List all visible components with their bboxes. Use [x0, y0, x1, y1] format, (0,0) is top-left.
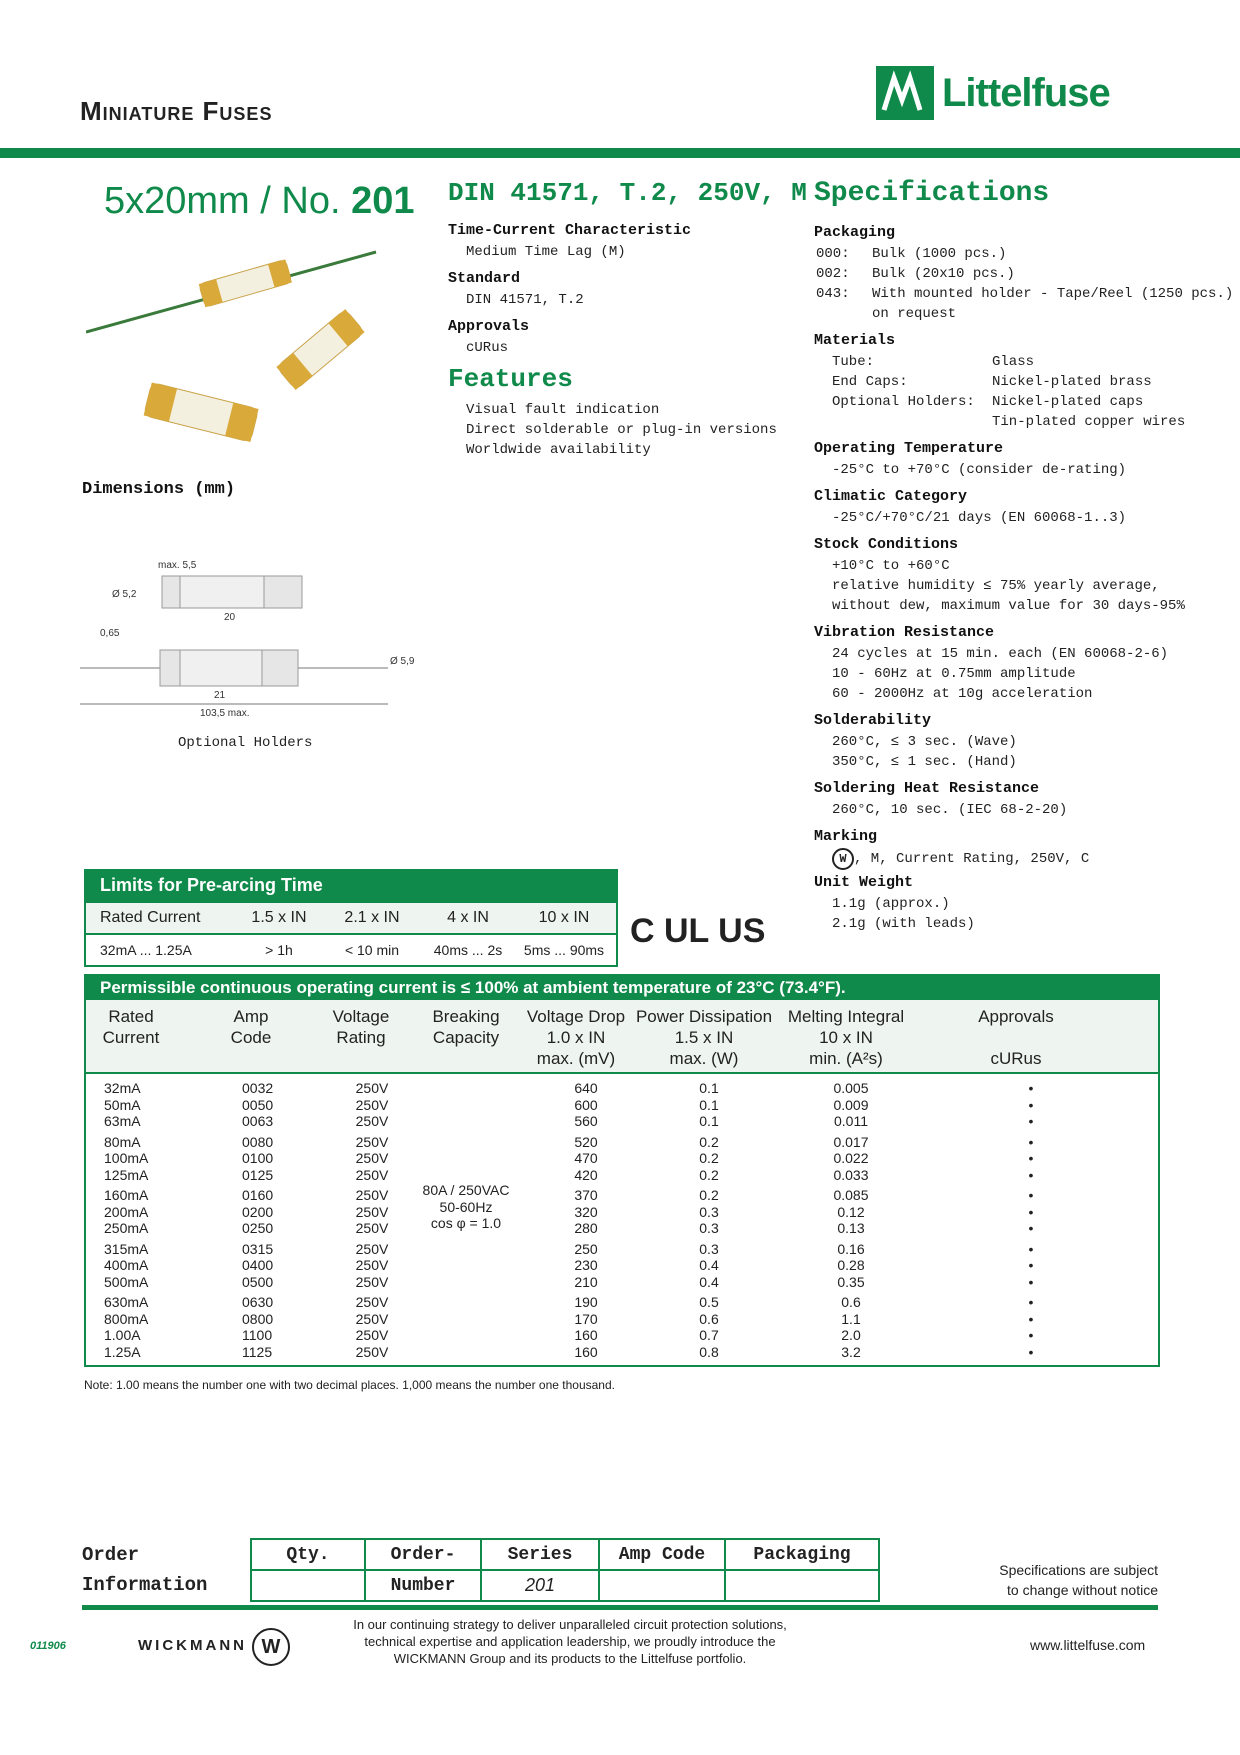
table-cell: •	[1028, 1327, 1034, 1343]
weight-line: 2.1g (with leads)	[832, 916, 975, 932]
table-cell: 315mA	[104, 1240, 149, 1257]
stock-heading: Stock Conditions	[814, 536, 959, 553]
table-column-header: Voltage Drop 1.0 x IN max. (mV)	[526, 1007, 626, 1068]
vibration-heading: Vibration Resistance	[814, 624, 995, 641]
table-cell: 0.2	[699, 1133, 719, 1150]
prearcing-col: 10 x IN	[538, 909, 590, 926]
table-cell: 250V	[355, 1327, 389, 1343]
table-cell: 0080	[242, 1133, 274, 1150]
table-cell: 160mA	[104, 1187, 149, 1203]
op-temp-value: -25°C to +70°C (consider de-rating)	[832, 462, 1127, 478]
table-cell: 0.3	[699, 1240, 719, 1257]
brand-name: Littelfuse	[942, 70, 1110, 115]
order-col-amp-code: Amp Code	[600, 1540, 726, 1569]
order-value-row	[252, 1569, 878, 1600]
product-title	[104, 180, 414, 223]
table-cell: •	[1028, 1240, 1034, 1257]
table-cell: 520	[574, 1133, 598, 1150]
wickmann-logo-icon: W	[252, 1628, 290, 1666]
header-bar	[0, 148, 1240, 158]
fuse-photo	[86, 232, 416, 462]
op-temp-heading: Operating Temperature	[814, 440, 1004, 457]
strategy-statement	[330, 1616, 810, 1667]
table-cell: 230	[574, 1257, 598, 1273]
table-cell: 250V	[355, 1166, 389, 1183]
table-cell: 0.2	[699, 1166, 719, 1183]
prearcing-col: 1.5 x IN	[251, 909, 307, 926]
table-cell: 0200	[242, 1203, 274, 1220]
table-cell: 0.005	[833, 1080, 869, 1096]
table-cell: 170	[574, 1310, 598, 1327]
table-cell: 0630	[242, 1294, 274, 1310]
packaging-code: 000:	[816, 246, 850, 262]
order-col-series: Series	[482, 1540, 600, 1569]
littelfuse-logo-icon	[876, 66, 934, 120]
prearcing-cell: 40ms ... 2s	[433, 942, 503, 958]
table-column-header: Melting Integral 10 x IN min. (A²s)	[787, 1007, 905, 1068]
littelfuse-logo	[876, 66, 1110, 120]
order-label-line: Order	[82, 1544, 140, 1566]
table-cell: 0.1	[699, 1080, 719, 1096]
prearcing-table	[84, 869, 618, 967]
wickmann-w-icon: W	[832, 848, 854, 870]
subject-line: to change without notice	[1007, 1582, 1158, 1598]
table-cell: 0.6	[841, 1294, 861, 1310]
vibration-line: 10 - 60Hz at 0.75mm amplitude	[832, 666, 1076, 682]
packaging-heading: Packaging	[814, 224, 896, 241]
table-cell: 0500	[242, 1273, 274, 1290]
prearcing-value-row	[86, 933, 616, 965]
table-cell: 3.2	[841, 1343, 861, 1360]
table-cell: •	[1028, 1080, 1034, 1096]
climatic-heading: Climatic Category	[814, 488, 968, 505]
fuse-rating-table	[84, 974, 1160, 1367]
dimensions-heading: Dimensions (mm)	[82, 480, 236, 499]
table-cell: 63mA	[104, 1113, 141, 1129]
stock-line: relative humidity ≤ 75% yearly average,	[832, 578, 1160, 594]
table-cell: 0400	[242, 1257, 274, 1273]
table-cell: 630mA	[104, 1294, 149, 1310]
table-cell: 125mA	[104, 1166, 149, 1183]
table-cell: 1.25A	[104, 1343, 141, 1360]
order-table	[250, 1538, 880, 1602]
table-cell: 0.033	[833, 1166, 869, 1183]
table-cell: 0.3	[699, 1203, 719, 1220]
prearcing-cell: 32mA ... 1.25A	[100, 942, 192, 958]
table-cell: 470	[574, 1150, 598, 1166]
table-column-header: Rated Current	[102, 1007, 160, 1047]
table-cell: •	[1028, 1310, 1034, 1327]
table-title: Permissible continuous operating current is ≤ 100% at ambient temperature of 23°C (73.4°F).	[86, 976, 1158, 1000]
marking-value	[832, 848, 1089, 870]
order-col-qty: Qty.	[252, 1540, 366, 1569]
table-cell: 250V	[355, 1133, 389, 1150]
tcc-value: Medium Time Lag (M)	[466, 244, 626, 260]
table-cell: 210	[574, 1273, 598, 1290]
table-cell: 160	[574, 1327, 598, 1343]
vibration-line: 60 - 2000Hz at 10g acceleration	[832, 686, 1093, 702]
table-cell: 250V	[355, 1240, 389, 1257]
prearcing-title: Limits for Pre-arcing Time	[86, 871, 616, 901]
subject-to-change	[960, 1560, 1158, 1600]
materials-heading: Materials	[814, 332, 896, 349]
table-cell: 0.13	[837, 1220, 865, 1236]
strategy-line: technical expertise and application leadership, we proudly introduce the	[364, 1634, 776, 1649]
table-column-header: Breaking Capacity	[432, 1007, 500, 1047]
din-heading: DIN 41571, T.2, 250V, M	[448, 178, 807, 208]
table-cell: •	[1028, 1203, 1034, 1220]
table-cell: 0100	[242, 1150, 274, 1166]
tcc-heading: Time-Current Characteristic	[448, 222, 692, 239]
table-cell: 0.1	[699, 1113, 719, 1129]
table-cell: •	[1028, 1343, 1034, 1360]
table-cell: 250V	[355, 1310, 389, 1327]
website-link[interactable]: www.littelfuse.com	[1030, 1637, 1146, 1653]
dim-21: 21	[214, 690, 226, 701]
strategy-line: WICKMANN Group and its products to the Littelfuse portfolio.	[393, 1651, 747, 1666]
table-cell: 0.017	[833, 1133, 869, 1150]
vibration-line: 24 cycles at 15 min. each (EN 60068-2-6)	[832, 646, 1169, 662]
order-col-order-number: Order-	[366, 1540, 482, 1569]
solderability-list	[832, 732, 1017, 772]
table-note: Note: 1.00 means the number one with two decimal places. 1,000 means the number one thousand.	[84, 1378, 615, 1392]
table-cell: 600	[574, 1096, 598, 1113]
table-cell: 500mA	[104, 1273, 149, 1290]
table-cell: 560	[574, 1113, 598, 1129]
table-header	[86, 1000, 1158, 1074]
packaging-code: 002:	[816, 266, 850, 282]
packaging-code: 043:	[816, 286, 850, 302]
materials-list	[832, 352, 1185, 432]
table-cell: •	[1028, 1257, 1034, 1273]
table-body	[86, 1074, 1158, 1365]
table-cell: 250mA	[104, 1220, 149, 1236]
weight-list	[832, 894, 975, 934]
material-value: Tin-plated copper wires	[992, 414, 1186, 430]
table-cell: 0125	[242, 1166, 274, 1183]
product-number: 201	[351, 180, 415, 222]
table-cell: 50mA	[104, 1096, 141, 1113]
solderability-heading: Solderability	[814, 712, 932, 729]
order-information-label	[82, 1540, 207, 1600]
table-cell: 0063	[242, 1113, 274, 1129]
table-cell: 250V	[355, 1113, 389, 1129]
table-cell: 0.009	[833, 1096, 869, 1113]
feature-item: Visual fault indication	[466, 402, 660, 418]
table-cell: 200mA	[104, 1203, 149, 1220]
table-cell: 0.022	[833, 1150, 869, 1166]
order-qty-cell	[252, 1571, 366, 1600]
table-cell: 250V	[355, 1096, 389, 1113]
feature-item: Worldwide availability	[466, 442, 651, 458]
table-cell: 80mA	[104, 1133, 141, 1150]
prearcing-cell: > 1h	[265, 942, 293, 958]
marking-text: , M, Current Rating, 250V, C	[854, 851, 1090, 867]
table-cell: •	[1028, 1096, 1034, 1113]
table-cell: 0.6	[699, 1310, 719, 1327]
material-value: Glass	[992, 354, 1035, 370]
dim-dia59: Ø 5,9	[390, 656, 415, 667]
solder-heat-value: 260°C, 10 sec. (IEC 68-2-20)	[832, 802, 1068, 818]
ul-recognized-mark: C UL US	[630, 912, 766, 950]
approvals-heading: Approvals	[448, 318, 530, 335]
packaging-desc: With mounted holder - Tape/Reel (1250 pcs.)	[872, 286, 1234, 302]
dimension-drawing	[78, 550, 438, 730]
table-cell: 0160	[242, 1187, 274, 1203]
table-cell: 32mA	[104, 1080, 141, 1096]
solderability-line: 350°C, ≤ 1 sec. (Hand)	[832, 754, 1017, 770]
features-list	[466, 400, 777, 460]
dim-max55: max. 5,5	[158, 560, 197, 571]
material-part: Optional Holders:	[832, 394, 975, 410]
table-column-header: Voltage Rating	[332, 1007, 390, 1047]
wickmann-logo-text: WICKMANN	[138, 1637, 247, 1654]
footer-bar	[82, 1605, 1158, 1610]
table-cell: 280	[574, 1220, 598, 1236]
table-cell: 0050	[242, 1096, 274, 1113]
table-cell: 250	[574, 1240, 598, 1257]
document-number: 011906	[30, 1640, 66, 1652]
prearcing-col: 2.1 x IN	[344, 909, 400, 926]
solderability-line: 260°C, ≤ 3 sec. (Wave)	[832, 734, 1017, 750]
prearcing-header-row	[86, 901, 616, 933]
table-cell: 1125	[242, 1343, 273, 1360]
order-series-cell: 201	[482, 1571, 600, 1600]
table-cell: 0.2	[699, 1187, 719, 1203]
climatic-value: -25°C/+70°C/21 days (EN 60068-1..3)	[832, 510, 1127, 526]
table-cell: 250V	[355, 1187, 389, 1203]
subject-line: Specifications are subject	[999, 1562, 1158, 1578]
table-cell: 0.8	[699, 1343, 719, 1360]
table-cell: 1.00A	[104, 1327, 141, 1343]
prearcing-col: Rated Current	[100, 909, 201, 926]
table-cell: 370	[574, 1187, 598, 1203]
vibration-list	[832, 644, 1168, 704]
table-cell: 0.4	[699, 1273, 719, 1290]
dim-065: 0,65	[100, 628, 120, 639]
table-cell: •	[1028, 1133, 1034, 1150]
table-cell: •	[1028, 1273, 1034, 1290]
table-cell: 0.3	[699, 1220, 719, 1236]
table-cell: 0.4	[699, 1257, 719, 1273]
weight-heading: Unit Weight	[814, 874, 914, 891]
table-cell: 1100	[242, 1327, 273, 1343]
table-cell: 0.7	[699, 1327, 719, 1343]
stock-line: +10°C to +60°C	[832, 558, 950, 574]
specifications-heading: Specifications	[814, 178, 1050, 209]
table-cell: 640	[574, 1080, 598, 1096]
table-cell: •	[1028, 1113, 1034, 1129]
standard-value: DIN 41571, T.2	[466, 292, 584, 308]
table-cell: 0.5	[699, 1294, 719, 1310]
prearcing-cell: < 10 min	[344, 942, 400, 958]
table-cell: 0.12	[837, 1203, 865, 1220]
order-packaging-cell	[726, 1571, 878, 1600]
table-cell: 250V	[355, 1343, 389, 1360]
approvals-value: cURus	[466, 340, 509, 356]
table-cell: 250V	[355, 1294, 389, 1310]
table-cell: 250V	[355, 1257, 389, 1273]
table-cell: 320	[574, 1203, 598, 1220]
material-value: Nickel-plated caps	[992, 394, 1144, 410]
table-cell: 250V	[355, 1203, 389, 1220]
table-cell: 400mA	[104, 1257, 149, 1273]
weight-line: 1.1g (approx.)	[832, 896, 950, 912]
stock-list	[832, 556, 1185, 616]
dim-1035: 103,5 max.	[200, 708, 250, 719]
material-part: End Caps:	[832, 374, 908, 390]
table-cell: 0032	[242, 1080, 274, 1096]
table-cell: 0.011	[834, 1113, 868, 1129]
table-cell: 0.16	[837, 1240, 865, 1257]
table-cell: 250V	[355, 1150, 389, 1166]
strategy-line: In our continuing strategy to deliver unparalleled circuit protection solutions,	[353, 1617, 787, 1632]
table-cell: 1.1	[841, 1310, 861, 1327]
table-cell: 100mA	[104, 1150, 149, 1166]
marking-heading: Marking	[814, 828, 878, 845]
packaging-list	[816, 244, 1233, 324]
table-cell: 0.28	[837, 1257, 865, 1273]
table-cell: 250V	[355, 1273, 389, 1290]
table-cell: 0.35	[837, 1273, 865, 1290]
section-title: Miniature Fuses	[80, 96, 273, 126]
table-cell: •	[1028, 1187, 1034, 1203]
table-cell: 250V	[355, 1220, 389, 1236]
table-column-header: Amp Code	[230, 1007, 272, 1047]
table-cell: 420	[574, 1166, 598, 1183]
dim-dia52: Ø 5,2	[112, 589, 137, 600]
table-cell: 0315	[242, 1240, 274, 1257]
material-value: Nickel-plated brass	[992, 374, 1152, 390]
table-cell: •	[1028, 1294, 1034, 1310]
optional-holders-caption: Optional Holders	[178, 735, 313, 751]
packaging-desc: Bulk (1000 pcs.)	[872, 246, 1007, 262]
order-col-packaging: Packaging	[753, 1544, 851, 1565]
solder-heat-heading: Soldering Heat Resistance	[814, 780, 1040, 797]
prearcing-col: 4 x IN	[447, 909, 489, 926]
table-cell: 0.1	[699, 1096, 719, 1113]
order-header-row	[252, 1540, 878, 1569]
table-cell: •	[1028, 1150, 1034, 1166]
prearcing-cell: 5ms ... 90ms	[523, 942, 605, 958]
table-cell: 800mA	[104, 1310, 149, 1327]
table-cell: •	[1028, 1166, 1034, 1183]
table-cell: 250V	[355, 1080, 389, 1096]
packaging-desc: on request	[872, 306, 957, 322]
table-cell: 190	[574, 1294, 598, 1310]
order-amp-code-cell	[600, 1571, 726, 1600]
table-cell: 0.2	[699, 1150, 719, 1166]
table-column-header: Approvals cURus	[978, 1007, 1054, 1068]
material-part: Tube:	[832, 354, 875, 370]
order-label-line: Information	[82, 1574, 208, 1596]
table-cell: 2.0	[841, 1327, 861, 1343]
dim-20: 20	[224, 612, 236, 623]
breaking-capacity-cell: 80A / 250VAC 50-60Hz cos φ = 1.0	[422, 1182, 510, 1231]
features-heading: Features	[448, 364, 573, 394]
table-cell: 0250	[242, 1220, 274, 1236]
table-cell: •	[1028, 1220, 1034, 1236]
stock-line: without dew, maximum value for 30 days-95%	[832, 598, 1185, 614]
packaging-desc: Bulk (20x10 pcs.)	[872, 266, 1015, 282]
order-number-cell: Number	[366, 1571, 482, 1600]
table-column-header: Power Dissipation 1.5 x IN max. (W)	[635, 1007, 773, 1068]
table-cell: 160	[574, 1343, 598, 1360]
standard-heading: Standard	[448, 270, 521, 287]
feature-item: Direct solderable or plug-in versions	[466, 422, 777, 438]
product-title-prefix: 5x20mm / No.	[104, 180, 352, 222]
table-cell: 0800	[242, 1310, 274, 1327]
table-cell: 0.085	[833, 1187, 869, 1203]
